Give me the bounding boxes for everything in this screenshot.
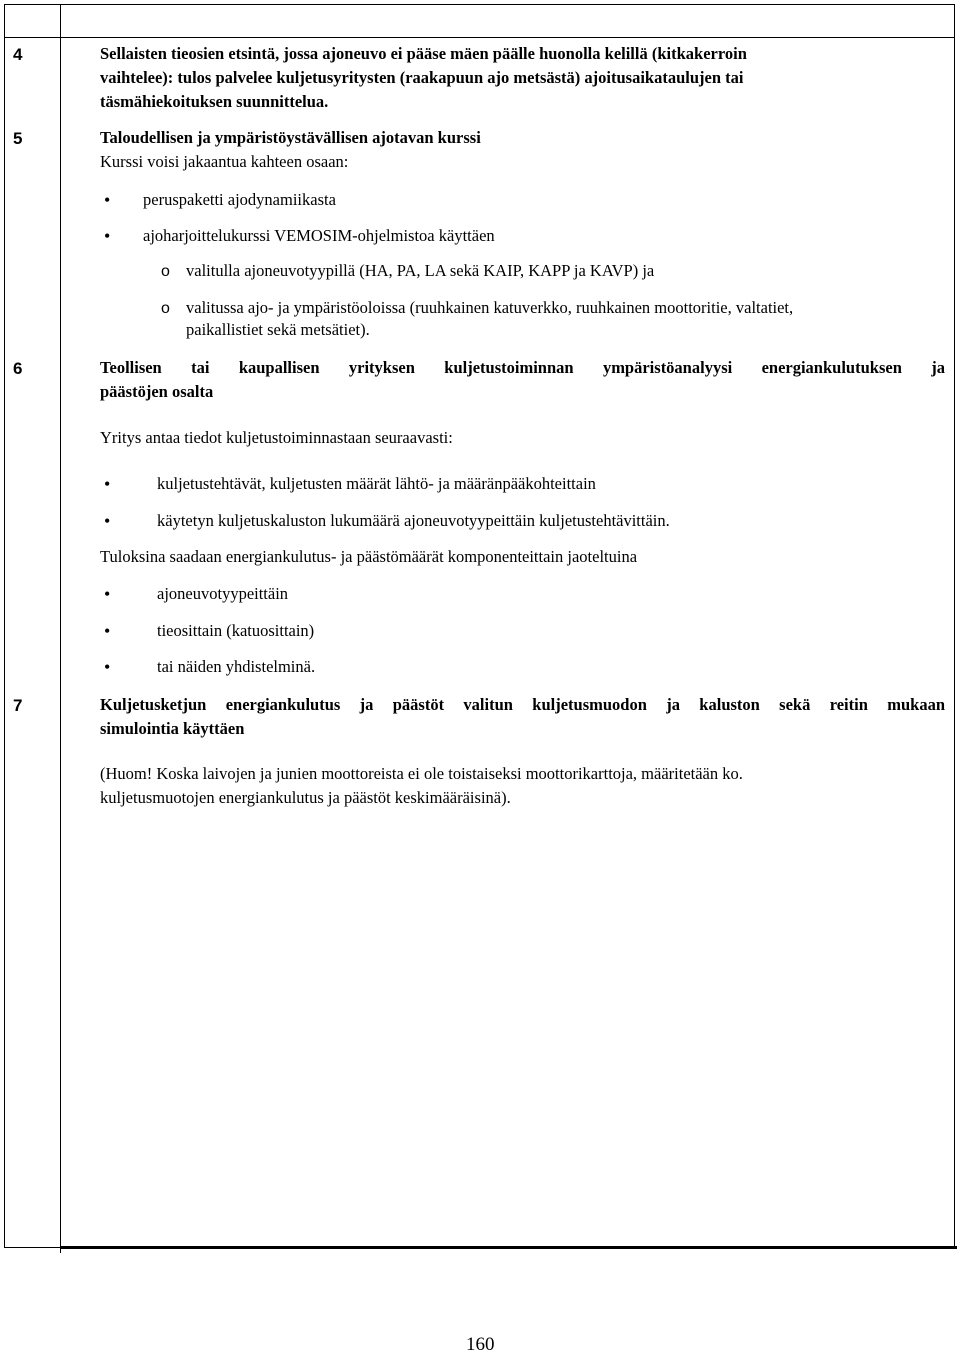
row-intro: Kurssi voisi jakaantua kahteen osaan: — [100, 152, 349, 171]
row-title-line: Teollisen tai kaupallisen yrityksen kuljetustoiminnan ympäristöanalyysi energiankulutuksen ja — [100, 358, 945, 377]
row-number: 7 — [13, 696, 23, 715]
row-title-line: simulointia käyttäen — [100, 719, 245, 738]
list-item: käytetyn kuljetuskaluston lukumäärä ajoneuvotyypeittäin kuljetustehtävittäin. — [157, 511, 670, 530]
list-item: ajoneuvotyypeittäin — [157, 584, 289, 603]
sub-list-item: valitussa ajo- ja ympäristöoloissa (ruuhkainen katuverkko, ruuhkainen moottoritie, valtatiet, — [186, 298, 794, 317]
sub-list-item: valitulla ajoneuvotyypillä (HA, PA, LA sekä KAIP, KAPP ja KAVP) ja — [186, 261, 655, 280]
bullet-icon: • — [104, 657, 111, 677]
bullet-icon: • — [104, 190, 111, 210]
list-item: ajoharjoittelukurssi VEMOSIM-ohjelmistoa käyttäen — [143, 226, 495, 245]
bullet-icon: • — [104, 226, 111, 246]
list-item: peruspaketti ajodynamiikasta — [143, 190, 336, 209]
row-number: 6 — [13, 359, 23, 378]
row-intro: Yritys antaa tiedot kuljetustoiminnastaan seuraavasti: — [100, 428, 453, 447]
table-column-divider — [60, 4, 61, 1253]
row-title-line: täsmähiekoituksen suunnittelua. — [100, 92, 329, 111]
row-title-line: päästöjen osalta — [100, 382, 214, 401]
row-note-line: (Huom! Koska laivojen ja junien moottoreista ei ole toistaiseksi moottorikarttoja, määritetään ko. — [100, 764, 743, 783]
row-title-line: Sellaisten tieosien etsintä, jossa ajoneuvo ei pääse mäen päälle huonolla kelillä (kitkakerroin — [100, 44, 747, 63]
table-bottom-border — [60, 1246, 957, 1249]
row-number: 4 — [13, 45, 23, 64]
circle-bullet-icon: o — [161, 263, 170, 280]
results-intro: Tuloksina saadaan energiankulutus- ja päästömäärät komponenteittain jaoteltuina — [100, 547, 638, 566]
bullet-icon: • — [104, 511, 111, 531]
table-header-row-divider — [4, 37, 955, 38]
row-note-line: kuljetusmuotojen energiankulutus ja päästöt keskimääräisinä). — [100, 788, 511, 807]
list-item: tai näiden yhdistelminä. — [157, 657, 316, 676]
bullet-icon: • — [104, 621, 111, 641]
list-item: tieosittain (katuosittain) — [157, 621, 315, 640]
circle-bullet-icon: o — [161, 300, 170, 317]
row-title: Taloudellisen ja ympäristöystävällisen ajotavan kurssi — [100, 128, 481, 147]
sub-list-item-continuation: paikallistiet sekä metsätiet). — [186, 320, 370, 339]
list-item: kuljetustehtävät, kuljetusten määrät lähtö- ja määränpääkohteittain — [157, 474, 596, 493]
row-title-line: Kuljetusketjun energiankulutus ja päästöt valitun kuljetusmuodon ja kaluston sekä reitin mukaan — [100, 695, 945, 714]
row-title-line: vaihtelee): tulos palvelee kuljetusyritysten (raakapuun ajo metsästä) ajoitusaikataulujen tai — [100, 68, 744, 87]
bullet-icon: • — [104, 474, 111, 494]
page-number: 160 — [466, 1334, 495, 1355]
row-number: 5 — [13, 129, 23, 148]
bullet-icon: • — [104, 584, 111, 604]
